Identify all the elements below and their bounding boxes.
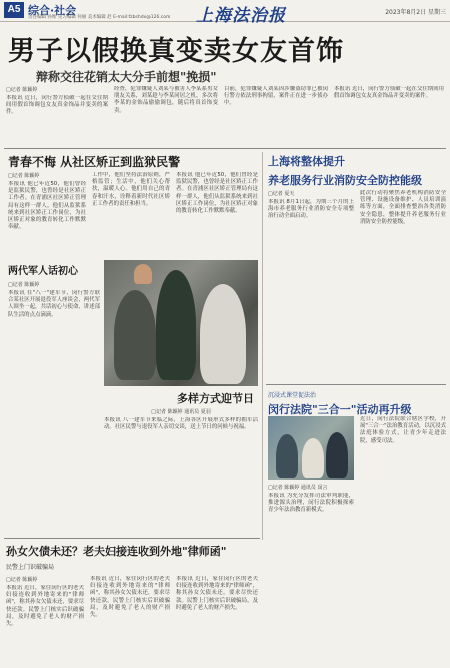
youth-paragraph-1: 本报讯 他已年近50，他们曾经是监狱民警，也曾经是社区矫正工作者。在青浦区社区矫正管理局有这样一群人，他们从监狱系统来到社区矫正工作岗位，为社区矫正对象的教育转化工作默默奉献。 <box>8 181 86 231</box>
bottom-rule <box>4 538 260 539</box>
fire-title-line2: 养老服务行业消防安全防控能级 <box>268 174 422 187</box>
bottom-col-1 <box>6 576 84 665</box>
minhang-small-title: 沉浸式课堂促法治 <box>268 392 317 399</box>
fire-end-rule <box>266 384 446 385</box>
lead-paragraph-1: 本报讯 近日，闵行警方侦破一起在交往期间用假首饰调包女友真金饰品并变卖的案件。 <box>6 95 108 116</box>
minhang-col-1 <box>268 484 354 663</box>
lead-column-3 <box>224 86 328 144</box>
minhang-article <box>268 390 446 417</box>
veterans-byline: □记者 陈颖婷 <box>8 282 40 288</box>
bottom-paragraph-2: 本报讯 近日，家住闵行区的老夫妇接连收到外地寄来的"律师函"，称其孙女欠债未还，要求尽快还款。民警上门核实后识破骗局，及时避免了老人的财产损失。 <box>90 576 170 619</box>
veterans-paragraph: 本报讯 在"八一"建军节，闵行警方联合某社区开展退役军人座谈会，两代军人围坐一起，共话初心与使命，讲述部队生活的点点滴滴。 <box>8 290 100 318</box>
fire-paragraph-2: 此次行动将聚焦养老机构消防安全管理、设施设备维护、人员培训演练等方面，全面排查整治各类消防安全隐患，整体提升养老服务行业消防安全防控能级。 <box>360 190 446 225</box>
lead-column-1 <box>6 86 108 147</box>
bottom-byline: □记者 陈颖婷 <box>6 577 38 583</box>
lead-headline: 男子以假换真变卖女友首饰 <box>8 36 344 67</box>
photo-story-title: 多样方式迎节日 <box>177 392 254 405</box>
fire-title-line1: 上海将整体提升 <box>268 155 345 168</box>
photo-story-paragraph: 本报讯 八一建军节来临之际，上海各区开展形式多样的拥军活动。社区民警与退役军人亲切交谈，送上节日的问候与祝福。 <box>104 417 258 431</box>
masthead-bar <box>0 0 450 26</box>
youth-paragraph-2: 工作中，他们坚持法治原则，严格监管；生活中，他们关心帮扶，温暖人心。他们用自己的青春和汗水，诠释着新时代社区矫正工作者的责任和担当。 <box>92 172 170 207</box>
bottom-col-2 <box>90 576 170 664</box>
lead-column-2 <box>114 86 218 144</box>
classroom-photo <box>268 416 354 480</box>
youth-byline: □记者 陈颖婷 <box>8 173 40 179</box>
minhang-title: 闵行法院"三合一"活动再升级 <box>268 403 412 416</box>
section-name: 综合·社会 <box>28 4 77 17</box>
bottom-subtitle: 民警上门识破骗局 <box>6 564 55 571</box>
fire-paragraph-1: 本报讯 8月1日起，为期三个月的上海市养老服务行业消防安全专项整治行动全面启动。 <box>268 199 354 220</box>
newspaper-logo: 上海法治报 <box>196 6 286 26</box>
lead-paragraph-4: 本报讯 近日，闵行警方侦破一起在交往期间用假首饰调包女友真金饰品并变卖的案件。 <box>334 86 444 100</box>
fire-byline: □记者 夏天 <box>268 191 295 197</box>
minhang-paragraph-1: 本报讯 为充分发挥司法审判职能，推进源头治理，闵行法院积极探索青少年法治教育新模式。 <box>268 493 354 514</box>
photo-story <box>104 390 258 461</box>
lead-paragraph-2: 经查，犯罪嫌疑人刘某与被害人李某系男女朋友关系，刘某趁与李某同居之机，多次将李某的金饰品偷偷调包，随后将真首饰变卖。 <box>114 86 218 114</box>
bottom-paragraph-3: 本报讯 近日，家住闵行区的老夫妇接连收到外地寄来的"律师函"，称其孙女欠债未还，要求尽快还款。民警上门核实后识破骗局，及时避免了老人的财产损失。 <box>176 576 258 611</box>
lead-column-4 <box>334 86 444 144</box>
bottom-paragraph-1: 本报讯 近日，家住闵行区的老夫妇接连收到外地寄来的"律师函"，称其孙女欠债未还，要求尽快还款。民警上门核实后识破骗局，及时避免了老人的财产损失。 <box>6 585 84 628</box>
bottom-article <box>6 543 262 573</box>
youth-col-2 <box>92 172 170 250</box>
minhang-paragraph-2: 近日，闵行法院联合辖区学校，开展"三合一"法治教育活动，以沉浸式法庭体验方式，让青少年走进法院，感受司法。 <box>360 416 446 444</box>
section-rule <box>4 148 446 149</box>
veterans-title: 两代军人话初心 <box>8 266 78 277</box>
lead-subhead: 辩称交往花销太大分手前想"挽损" <box>36 70 217 84</box>
veterans-article <box>8 262 100 402</box>
bottom-col-3 <box>176 576 258 664</box>
editor-credits: 责任编辑 孙维 见习编辑 何丽 美术编辑 赵 E-mail:fzbshdx@126.com <box>28 15 171 20</box>
veterans-photo <box>104 260 258 386</box>
minhang-byline: □记者 陈颖婷 通讯员 闵言 <box>268 485 328 491</box>
youth-col-3 <box>176 172 258 250</box>
bottom-title: 孙女欠债未还？老夫妇接连收到外地"律师函" <box>6 545 227 558</box>
youth-paragraph-3: 本报讯 他已年近50，他们曾经是监狱民警，也曾经是社区矫正工作者。在青浦区社区矫正管理局有这样一群人，他们从监狱系统来到社区矫正工作岗位，为社区矫正对象的教育转化工作默默奉献。 <box>176 172 258 215</box>
lead-paragraph-3: 目前，犯罪嫌疑人刘某因涉嫌盗窃罪已被闵行警方依法刑事拘留，案件正在进一步侦办中。 <box>224 86 328 107</box>
fire-col-2 <box>360 190 446 348</box>
photo-story-byline: □记者 陈颖婷 通讯员 夏羽 <box>151 409 211 415</box>
column-divider <box>262 152 263 540</box>
lead-byline: □记者 陈颖婷 <box>6 87 38 93</box>
minhang-col-2 <box>360 416 446 660</box>
fire-safety-article <box>268 153 446 188</box>
issue-date: 2023年8月2日 星期三 <box>385 9 446 16</box>
youth-title: 青春不悔 从社区矫正到监狱民警 <box>8 155 181 169</box>
youth-article <box>8 153 258 170</box>
youth-col-1 <box>8 172 86 251</box>
page-number: A5 <box>4 2 24 18</box>
fire-col-1 <box>268 190 354 349</box>
